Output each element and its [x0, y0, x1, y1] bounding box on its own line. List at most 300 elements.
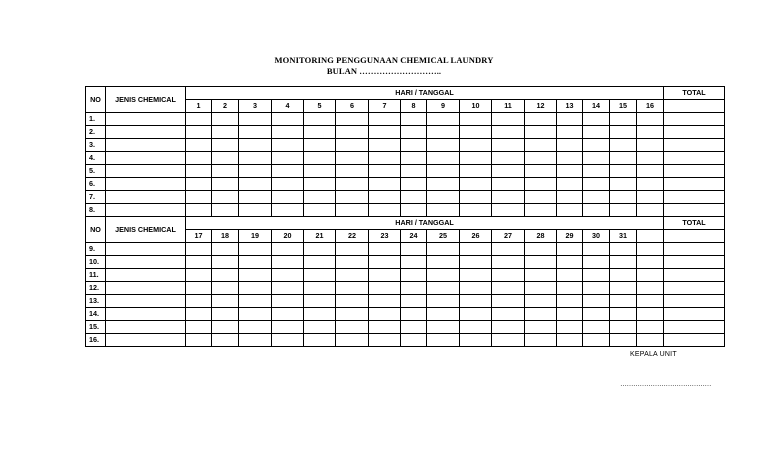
- usage-cell[interactable]: [239, 282, 272, 295]
- usage-cell[interactable]: [427, 191, 460, 204]
- usage-cell[interactable]: [272, 126, 304, 139]
- usage-cell[interactable]: [637, 243, 664, 256]
- chemical-name-cell[interactable]: [106, 113, 186, 126]
- usage-cell[interactable]: [336, 295, 369, 308]
- usage-cell[interactable]: [186, 321, 212, 334]
- chemical-name-cell[interactable]: [106, 139, 186, 152]
- usage-cell[interactable]: [369, 243, 401, 256]
- usage-cell[interactable]: [427, 334, 460, 347]
- total-cell[interactable]: [664, 165, 725, 178]
- usage-cell[interactable]: [492, 113, 525, 126]
- usage-cell[interactable]: [610, 295, 637, 308]
- usage-cell[interactable]: [637, 321, 664, 334]
- usage-cell[interactable]: [239, 165, 272, 178]
- usage-cell[interactable]: [525, 334, 557, 347]
- usage-cell[interactable]: [427, 204, 460, 217]
- usage-cell[interactable]: [583, 178, 610, 191]
- chemical-name-cell[interactable]: [106, 152, 186, 165]
- chemical-name-cell[interactable]: [106, 256, 186, 269]
- usage-cell[interactable]: [212, 269, 239, 282]
- usage-cell[interactable]: [427, 126, 460, 139]
- usage-cell[interactable]: [239, 126, 272, 139]
- usage-cell[interactable]: [336, 256, 369, 269]
- total-cell[interactable]: [664, 295, 725, 308]
- usage-cell[interactable]: [610, 256, 637, 269]
- usage-cell[interactable]: [637, 308, 664, 321]
- usage-cell[interactable]: [272, 243, 304, 256]
- chemical-name-cell[interactable]: [106, 282, 186, 295]
- usage-cell[interactable]: [272, 334, 304, 347]
- usage-cell[interactable]: [304, 191, 336, 204]
- usage-cell[interactable]: [239, 334, 272, 347]
- usage-cell[interactable]: [583, 282, 610, 295]
- usage-cell[interactable]: [637, 113, 664, 126]
- usage-cell[interactable]: [427, 165, 460, 178]
- usage-cell[interactable]: [492, 321, 525, 334]
- usage-cell[interactable]: [336, 269, 369, 282]
- total-cell[interactable]: [664, 113, 725, 126]
- usage-cell[interactable]: [492, 334, 525, 347]
- usage-cell[interactable]: [610, 308, 637, 321]
- usage-cell[interactable]: [304, 334, 336, 347]
- usage-cell[interactable]: [525, 308, 557, 321]
- usage-cell[interactable]: [212, 165, 239, 178]
- usage-cell[interactable]: [369, 126, 401, 139]
- usage-cell[interactable]: [186, 282, 212, 295]
- day-number: 24: [401, 230, 427, 243]
- usage-cell[interactable]: [186, 256, 212, 269]
- usage-cell[interactable]: [304, 178, 336, 191]
- usage-cell[interactable]: [460, 152, 492, 165]
- usage-cell[interactable]: [272, 321, 304, 334]
- usage-cell[interactable]: [583, 204, 610, 217]
- usage-cell[interactable]: [525, 126, 557, 139]
- usage-cell[interactable]: [401, 243, 427, 256]
- usage-cell[interactable]: [557, 282, 583, 295]
- usage-cell[interactable]: [637, 178, 664, 191]
- total-cell[interactable]: [664, 204, 725, 217]
- usage-cell[interactable]: [336, 165, 369, 178]
- usage-cell[interactable]: [427, 178, 460, 191]
- usage-cell[interactable]: [186, 295, 212, 308]
- usage-cell[interactable]: [369, 113, 401, 126]
- usage-cell[interactable]: [186, 165, 212, 178]
- usage-cell[interactable]: [212, 204, 239, 217]
- usage-cell[interactable]: [272, 256, 304, 269]
- usage-cell[interactable]: [369, 139, 401, 152]
- usage-cell[interactable]: [186, 269, 212, 282]
- usage-cell[interactable]: [427, 321, 460, 334]
- total-cell[interactable]: [664, 334, 725, 347]
- usage-cell[interactable]: [212, 152, 239, 165]
- usage-cell[interactable]: [583, 334, 610, 347]
- usage-cell[interactable]: [525, 295, 557, 308]
- chemical-name-cell[interactable]: [106, 126, 186, 139]
- usage-cell[interactable]: [610, 191, 637, 204]
- usage-cell[interactable]: [272, 269, 304, 282]
- usage-cell[interactable]: [401, 321, 427, 334]
- usage-cell[interactable]: [637, 334, 664, 347]
- usage-cell[interactable]: [460, 321, 492, 334]
- usage-cell[interactable]: [637, 256, 664, 269]
- usage-cell[interactable]: [336, 178, 369, 191]
- chemical-name-cell[interactable]: [106, 204, 186, 217]
- usage-cell[interactable]: [239, 321, 272, 334]
- usage-cell[interactable]: [460, 165, 492, 178]
- usage-cell[interactable]: [304, 282, 336, 295]
- usage-cell[interactable]: [583, 256, 610, 269]
- usage-cell[interactable]: [583, 269, 610, 282]
- usage-cell[interactable]: [304, 152, 336, 165]
- usage-cell[interactable]: [460, 308, 492, 321]
- usage-cell[interactable]: [557, 178, 583, 191]
- chemical-name-cell[interactable]: [106, 191, 186, 204]
- usage-cell[interactable]: [610, 165, 637, 178]
- usage-cell[interactable]: [272, 139, 304, 152]
- chemical-name-cell[interactable]: [106, 321, 186, 334]
- total-cell[interactable]: [664, 282, 725, 295]
- usage-cell[interactable]: [336, 152, 369, 165]
- usage-cell[interactable]: [212, 256, 239, 269]
- usage-cell[interactable]: [460, 178, 492, 191]
- usage-cell[interactable]: [525, 282, 557, 295]
- usage-cell[interactable]: [186, 308, 212, 321]
- usage-cell[interactable]: [369, 178, 401, 191]
- total-cell[interactable]: [664, 191, 725, 204]
- usage-cell[interactable]: [583, 152, 610, 165]
- usage-cell[interactable]: [525, 191, 557, 204]
- usage-cell[interactable]: [272, 113, 304, 126]
- usage-cell[interactable]: [492, 269, 525, 282]
- usage-cell[interactable]: [460, 282, 492, 295]
- usage-cell[interactable]: [186, 178, 212, 191]
- usage-cell[interactable]: [427, 269, 460, 282]
- usage-cell[interactable]: [186, 152, 212, 165]
- usage-cell[interactable]: [212, 334, 239, 347]
- usage-cell[interactable]: [525, 243, 557, 256]
- usage-cell[interactable]: [304, 308, 336, 321]
- usage-cell[interactable]: [610, 126, 637, 139]
- usage-cell[interactable]: [304, 269, 336, 282]
- usage-cell[interactable]: [427, 152, 460, 165]
- usage-cell[interactable]: [304, 321, 336, 334]
- usage-cell[interactable]: [212, 243, 239, 256]
- usage-cell[interactable]: [304, 126, 336, 139]
- usage-cell[interactable]: [583, 165, 610, 178]
- usage-cell[interactable]: [557, 243, 583, 256]
- usage-cell[interactable]: [186, 204, 212, 217]
- usage-cell[interactable]: [557, 321, 583, 334]
- usage-cell[interactable]: [336, 204, 369, 217]
- usage-cell[interactable]: [492, 308, 525, 321]
- usage-cell[interactable]: [239, 308, 272, 321]
- usage-cell[interactable]: [401, 256, 427, 269]
- usage-cell[interactable]: [557, 308, 583, 321]
- chemical-name-cell[interactable]: [106, 269, 186, 282]
- usage-cell[interactable]: [460, 295, 492, 308]
- usage-cell[interactable]: [272, 204, 304, 217]
- usage-cell[interactable]: [427, 295, 460, 308]
- total-cell[interactable]: [664, 256, 725, 269]
- usage-cell[interactable]: [557, 165, 583, 178]
- usage-cell[interactable]: [637, 204, 664, 217]
- usage-cell[interactable]: [401, 178, 427, 191]
- table-row: [86, 152, 725, 165]
- usage-cell[interactable]: [212, 126, 239, 139]
- usage-cell[interactable]: [304, 295, 336, 308]
- usage-cell[interactable]: [304, 204, 336, 217]
- total-cell[interactable]: [664, 152, 725, 165]
- usage-cell[interactable]: [272, 165, 304, 178]
- usage-cell[interactable]: [401, 269, 427, 282]
- usage-cell[interactable]: [583, 295, 610, 308]
- usage-cell[interactable]: [369, 308, 401, 321]
- usage-cell[interactable]: [637, 126, 664, 139]
- chemical-name-cell[interactable]: [106, 243, 186, 256]
- usage-cell[interactable]: [583, 191, 610, 204]
- usage-cell[interactable]: [401, 295, 427, 308]
- total-cell[interactable]: [664, 269, 725, 282]
- usage-cell[interactable]: [272, 191, 304, 204]
- usage-cell[interactable]: [369, 152, 401, 165]
- usage-cell[interactable]: [401, 165, 427, 178]
- chemical-name-cell[interactable]: [106, 308, 186, 321]
- usage-cell[interactable]: [525, 256, 557, 269]
- usage-cell[interactable]: [610, 152, 637, 165]
- usage-cell[interactable]: [212, 178, 239, 191]
- usage-cell[interactable]: [427, 243, 460, 256]
- usage-cell[interactable]: [525, 204, 557, 217]
- usage-cell[interactable]: [336, 191, 369, 204]
- usage-cell[interactable]: [239, 152, 272, 165]
- usage-cell[interactable]: [460, 269, 492, 282]
- usage-cell[interactable]: [492, 126, 525, 139]
- usage-cell[interactable]: [336, 139, 369, 152]
- usage-cell[interactable]: [239, 295, 272, 308]
- usage-cell[interactable]: [272, 295, 304, 308]
- usage-cell[interactable]: [610, 139, 637, 152]
- usage-cell[interactable]: [401, 282, 427, 295]
- usage-cell[interactable]: [427, 282, 460, 295]
- usage-cell[interactable]: [304, 165, 336, 178]
- usage-cell[interactable]: [525, 269, 557, 282]
- usage-cell[interactable]: [492, 243, 525, 256]
- usage-cell[interactable]: [610, 321, 637, 334]
- usage-cell[interactable]: [336, 282, 369, 295]
- usage-cell[interactable]: [637, 295, 664, 308]
- usage-cell[interactable]: [525, 165, 557, 178]
- usage-cell[interactable]: [583, 139, 610, 152]
- usage-cell[interactable]: [427, 308, 460, 321]
- usage-cell[interactable]: [460, 113, 492, 126]
- usage-cell[interactable]: [369, 269, 401, 282]
- usage-cell[interactable]: [583, 126, 610, 139]
- usage-cell[interactable]: [557, 126, 583, 139]
- usage-cell[interactable]: [304, 139, 336, 152]
- usage-cell[interactable]: [369, 191, 401, 204]
- usage-cell[interactable]: [369, 282, 401, 295]
- usage-cell[interactable]: [557, 113, 583, 126]
- chemical-name-cell[interactable]: [106, 165, 186, 178]
- usage-cell[interactable]: [610, 204, 637, 217]
- total-cell[interactable]: [664, 308, 725, 321]
- day-date-header: HARI / TANGGAL: [186, 87, 664, 100]
- usage-cell[interactable]: [492, 191, 525, 204]
- usage-cell[interactable]: [239, 269, 272, 282]
- usage-cell[interactable]: [212, 113, 239, 126]
- usage-cell[interactable]: [557, 152, 583, 165]
- table-row: [86, 334, 725, 347]
- usage-cell[interactable]: [557, 295, 583, 308]
- usage-cell[interactable]: [212, 139, 239, 152]
- usage-cell[interactable]: [460, 243, 492, 256]
- usage-cell[interactable]: [637, 269, 664, 282]
- usage-cell[interactable]: [427, 139, 460, 152]
- usage-cell[interactable]: [583, 243, 610, 256]
- usage-cell[interactable]: [369, 204, 401, 217]
- usage-cell[interactable]: [460, 191, 492, 204]
- usage-cell[interactable]: [336, 308, 369, 321]
- usage-cell[interactable]: [212, 191, 239, 204]
- usage-cell[interactable]: [369, 321, 401, 334]
- usage-cell[interactable]: [369, 256, 401, 269]
- usage-cell[interactable]: [525, 139, 557, 152]
- usage-cell[interactable]: [186, 334, 212, 347]
- usage-cell[interactable]: [239, 139, 272, 152]
- usage-cell[interactable]: [610, 113, 637, 126]
- chemical-name-cell[interactable]: [106, 178, 186, 191]
- usage-cell[interactable]: [369, 334, 401, 347]
- usage-cell[interactable]: [492, 152, 525, 165]
- usage-cell[interactable]: [557, 269, 583, 282]
- usage-cell[interactable]: [583, 321, 610, 334]
- day-number: 28: [525, 230, 557, 243]
- usage-cell[interactable]: [460, 334, 492, 347]
- usage-cell[interactable]: [401, 334, 427, 347]
- no-header: NO: [86, 87, 106, 113]
- usage-cell[interactable]: [610, 178, 637, 191]
- usage-cell[interactable]: [557, 204, 583, 217]
- usage-cell[interactable]: [460, 126, 492, 139]
- usage-cell[interactable]: [401, 126, 427, 139]
- usage-cell[interactable]: [401, 308, 427, 321]
- usage-cell[interactable]: [239, 243, 272, 256]
- usage-cell[interactable]: [272, 178, 304, 191]
- usage-cell[interactable]: [401, 113, 427, 126]
- total-cell[interactable]: [664, 126, 725, 139]
- chemical-header: JENIS CHEMICAL: [106, 87, 186, 113]
- usage-cell[interactable]: [637, 282, 664, 295]
- usage-cell[interactable]: [460, 256, 492, 269]
- usage-cell[interactable]: [492, 204, 525, 217]
- usage-cell[interactable]: [336, 321, 369, 334]
- usage-cell[interactable]: [492, 178, 525, 191]
- usage-cell[interactable]: [637, 191, 664, 204]
- usage-cell[interactable]: [239, 256, 272, 269]
- usage-cell[interactable]: [186, 139, 212, 152]
- usage-cell[interactable]: [427, 113, 460, 126]
- usage-cell[interactable]: [401, 204, 427, 217]
- usage-cell[interactable]: [272, 282, 304, 295]
- total-cell[interactable]: [664, 243, 725, 256]
- usage-cell[interactable]: [460, 204, 492, 217]
- usage-cell[interactable]: [272, 308, 304, 321]
- usage-cell[interactable]: [186, 113, 212, 126]
- usage-cell[interactable]: [525, 321, 557, 334]
- usage-cell[interactable]: [525, 152, 557, 165]
- usage-cell[interactable]: [369, 295, 401, 308]
- usage-cell[interactable]: [427, 256, 460, 269]
- usage-cell[interactable]: [557, 139, 583, 152]
- usage-cell[interactable]: [610, 334, 637, 347]
- usage-cell[interactable]: [239, 178, 272, 191]
- usage-cell[interactable]: [212, 308, 239, 321]
- usage-cell[interactable]: [186, 191, 212, 204]
- usage-cell[interactable]: [272, 152, 304, 165]
- usage-cell[interactable]: [212, 282, 239, 295]
- usage-cell[interactable]: [525, 113, 557, 126]
- usage-cell[interactable]: [336, 243, 369, 256]
- usage-cell[interactable]: [637, 139, 664, 152]
- usage-cell[interactable]: [583, 113, 610, 126]
- usage-cell[interactable]: [637, 152, 664, 165]
- usage-cell[interactable]: [525, 178, 557, 191]
- chemical-name-cell[interactable]: [106, 334, 186, 347]
- usage-cell[interactable]: [583, 308, 610, 321]
- usage-cell[interactable]: [212, 295, 239, 308]
- usage-cell[interactable]: [401, 139, 427, 152]
- usage-cell[interactable]: [492, 295, 525, 308]
- usage-cell[interactable]: [239, 204, 272, 217]
- usage-cell[interactable]: [401, 191, 427, 204]
- row-number: 3.: [86, 139, 106, 152]
- usage-cell[interactable]: [610, 243, 637, 256]
- usage-cell[interactable]: [369, 165, 401, 178]
- usage-cell[interactable]: [557, 191, 583, 204]
- usage-cell[interactable]: [557, 334, 583, 347]
- row-number: 11.: [86, 269, 106, 282]
- total-cell[interactable]: [664, 321, 725, 334]
- usage-cell[interactable]: [492, 165, 525, 178]
- usage-cell[interactable]: [212, 321, 239, 334]
- usage-cell[interactable]: [460, 139, 492, 152]
- usage-cell[interactable]: [401, 152, 427, 165]
- total-cell[interactable]: [664, 178, 725, 191]
- usage-cell[interactable]: [304, 113, 336, 126]
- usage-cell[interactable]: [610, 282, 637, 295]
- usage-cell[interactable]: [336, 113, 369, 126]
- usage-cell[interactable]: [637, 165, 664, 178]
- day-number: 31: [610, 230, 637, 243]
- usage-cell[interactable]: [304, 243, 336, 256]
- usage-cell[interactable]: [186, 243, 212, 256]
- usage-cell[interactable]: [304, 256, 336, 269]
- usage-cell[interactable]: [336, 334, 369, 347]
- total-cell[interactable]: [664, 139, 725, 152]
- usage-cell[interactable]: [186, 126, 212, 139]
- usage-cell[interactable]: [239, 113, 272, 126]
- usage-cell[interactable]: [492, 139, 525, 152]
- usage-cell[interactable]: [610, 269, 637, 282]
- table-row: [86, 204, 725, 217]
- usage-cell[interactable]: [336, 126, 369, 139]
- day-number: 15: [610, 100, 637, 113]
- usage-cell[interactable]: [492, 282, 525, 295]
- usage-cell[interactable]: [492, 256, 525, 269]
- usage-cell[interactable]: [557, 256, 583, 269]
- usage-cell[interactable]: [239, 191, 272, 204]
- chemical-name-cell[interactable]: [106, 295, 186, 308]
